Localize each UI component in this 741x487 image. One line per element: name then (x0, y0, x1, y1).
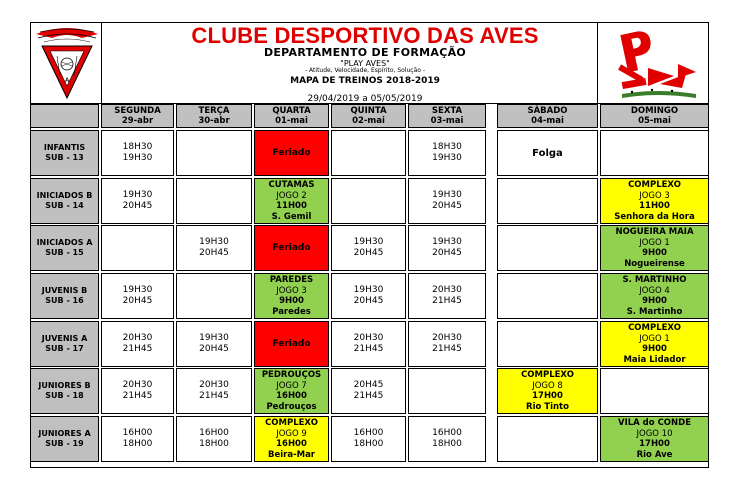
team-label (30, 321, 99, 367)
end-time: 18H00 (353, 439, 384, 449)
game-time: 11H00 (276, 201, 307, 211)
start-time: 18H30 (122, 142, 153, 152)
home-game-cell (497, 368, 598, 414)
team-level: SUB - 17 (45, 344, 84, 353)
end-time: 18H00 (199, 439, 229, 449)
training-cell (408, 321, 486, 367)
game-number: JOGO 4 (639, 285, 670, 296)
game-venue: CUTAMAS (268, 180, 315, 190)
game-time: 17H00 (639, 439, 670, 449)
team-name: JUNIORES B (38, 381, 91, 390)
start-time: 16H00 (199, 428, 229, 438)
team-level: SUB - 14 (45, 201, 84, 210)
start-time: 19H30 (199, 237, 229, 247)
empty-cell (176, 130, 252, 176)
start-time: 18H30 (432, 142, 462, 152)
day-name: SÁBADO (527, 106, 568, 116)
team-name: INICIADOS B (36, 191, 93, 200)
start-time: 16H00 (122, 428, 153, 438)
day-name: QUARTA (272, 106, 311, 116)
day-date: 04-mai (531, 116, 564, 126)
empty-cell (497, 225, 598, 271)
team-level: SUB - 18 (45, 391, 84, 400)
day-date: 03-mai (430, 116, 464, 126)
training-cell (101, 368, 174, 414)
start-time: 19H30 (353, 237, 384, 247)
game-opponent: Beira-Mar (268, 449, 315, 460)
game-opponent: Pedrouços (266, 401, 317, 412)
holiday-label: Feriado (272, 338, 311, 349)
day-header-5 (408, 104, 486, 128)
game-time: 9H00 (642, 296, 667, 306)
game-opponent: Senhora da Hora (614, 211, 695, 222)
map-title: MAPA DE TREINOS 2018-2019 (290, 76, 440, 86)
empty-cell (176, 178, 252, 224)
game-time: 9H00 (642, 248, 667, 258)
empty-cell (497, 321, 598, 367)
training-cell (408, 178, 486, 224)
start-time: 19H30 (122, 190, 153, 200)
holiday-label: Feriado (272, 242, 311, 253)
empty-cell (176, 273, 252, 319)
game-number: JOGO 2 (276, 190, 307, 201)
end-time: 21H45 (122, 344, 153, 354)
game-opponent: Maia Lidador (623, 354, 686, 365)
away-game-cell (254, 368, 329, 414)
home-game-cell (254, 416, 329, 462)
rest-label: Folga (532, 147, 563, 159)
day-date: 29-abr (121, 116, 154, 126)
empty-cell (600, 368, 709, 414)
away-game-cell (600, 273, 709, 319)
start-time: 20H30 (432, 285, 462, 295)
day-date: 01-mai (275, 116, 308, 126)
home-game-cell (600, 178, 709, 224)
game-number: JOGO 8 (532, 380, 563, 391)
game-time: 16H00 (276, 391, 307, 401)
holiday-cell (254, 130, 329, 176)
end-time: 20H45 (199, 344, 229, 354)
team-label (30, 273, 99, 319)
day-name: DOMINGO (630, 106, 679, 116)
start-time: 20H30 (432, 333, 462, 343)
training-cell (331, 225, 406, 271)
team-name: INICIADOS A (36, 238, 93, 247)
game-number: JOGO 7 (276, 380, 307, 391)
start-time: 19H30 (432, 190, 462, 200)
game-venue: PEDROUÇOS (261, 370, 322, 380)
training-cell (176, 321, 252, 367)
day-header-4 (331, 104, 406, 128)
training-cell (331, 321, 406, 367)
end-time: 21H45 (199, 391, 229, 401)
start-time: 20H45 (353, 380, 384, 390)
end-time: 19H30 (122, 153, 153, 163)
header-corner (30, 104, 99, 128)
training-cell (408, 225, 486, 271)
club-crest-logo (32, 24, 102, 104)
day-header-3 (254, 104, 329, 128)
empty-cell (497, 178, 598, 224)
team-level: SUB - 19 (45, 439, 84, 448)
end-time: 20H45 (432, 248, 462, 258)
date-range: 29/04/2019 a 05/05/2019 (307, 94, 423, 104)
end-time: 21H45 (122, 391, 153, 401)
game-venue: S. MARTINHO (622, 275, 687, 285)
team-level: SUB - 16 (45, 296, 84, 305)
game-number: JOGO 10 (636, 428, 673, 439)
team-name: JUVENIS B (41, 286, 88, 295)
training-cell (408, 416, 486, 462)
start-time: 19H30 (199, 333, 229, 343)
team-label (30, 130, 99, 176)
day-name: SEGUNDA (114, 106, 161, 116)
training-cell (101, 130, 174, 176)
end-time: 20H45 (353, 296, 384, 306)
game-time: 16H00 (276, 439, 307, 449)
empty-cell (497, 273, 598, 319)
empty-cell (331, 130, 406, 176)
day-name: TERÇA (198, 106, 230, 116)
game-number: JOGO 9 (276, 428, 307, 439)
holiday-cell (254, 321, 329, 367)
day-name: SEXTA (431, 106, 463, 116)
end-time: 20H45 (199, 248, 229, 258)
team-label (30, 225, 99, 271)
svg-text:A: A (65, 78, 70, 84)
away-game-cell (600, 416, 709, 462)
end-time: 20H45 (353, 248, 384, 258)
empty-cell (331, 178, 406, 224)
start-time: 20H30 (122, 333, 153, 343)
day-name: QUINTA (350, 106, 387, 116)
team-label (30, 416, 99, 462)
game-venue: VILA do CONDE (617, 418, 692, 428)
game-number: JOGO 1 (639, 333, 670, 344)
game-opponent: S. Gemil (271, 211, 312, 222)
day-date: 02-mai (352, 116, 385, 126)
department-title: DEPARTAMENTO DE FORMAÇÃO (263, 46, 467, 59)
day-header-6 (497, 104, 598, 128)
game-venue: PAREDES (269, 275, 314, 285)
day-date: 30-abr (198, 116, 230, 126)
game-opponent: Nogueirense (624, 258, 685, 269)
end-time: 18H00 (432, 439, 462, 449)
home-game-cell (600, 321, 709, 367)
end-time: 21H45 (432, 296, 462, 306)
start-time: 20H30 (122, 380, 153, 390)
program-name: "PLAY AVES" (340, 59, 390, 68)
club-title: CLUBE DESPORTIVO DAS AVES (191, 23, 539, 48)
end-time: 18H00 (122, 439, 153, 449)
end-time: 19H30 (432, 153, 462, 163)
training-cell (331, 273, 406, 319)
game-number: JOGO 3 (639, 190, 670, 201)
training-cell (331, 416, 406, 462)
game-venue: COMPLEXO (628, 323, 681, 333)
team-label (30, 178, 99, 224)
training-cell (101, 321, 174, 367)
game-time: 17H00 (532, 391, 563, 401)
empty-cell (600, 130, 709, 176)
holiday-cell (254, 225, 329, 271)
game-opponent: Rio Tinto (526, 401, 569, 412)
start-time: 20H30 (199, 380, 229, 390)
empty-cell (101, 225, 174, 271)
end-time: 20H45 (432, 201, 462, 211)
game-number: JOGO 3 (276, 285, 307, 296)
training-cell (101, 178, 174, 224)
team-label (30, 368, 99, 414)
end-time: 20H45 (122, 201, 153, 211)
team-name: JUVENIS A (41, 334, 88, 343)
game-venue: COMPLEXO (265, 418, 318, 428)
game-opponent: Rio Ave (636, 449, 673, 460)
team-name: JUNIORES A (38, 429, 91, 438)
training-cell (331, 368, 406, 414)
start-time: 19H30 (122, 285, 153, 295)
game-number: JOGO 1 (639, 237, 670, 248)
day-header-1 (101, 104, 174, 128)
start-time: 16H00 (353, 428, 384, 438)
training-cell (176, 416, 252, 462)
day-header-2 (176, 104, 252, 128)
program-tagline: - Atitude, Velocidade, Espírito, Solução - (304, 67, 426, 74)
game-time: 9H00 (642, 344, 667, 354)
end-time: 20H45 (122, 296, 153, 306)
end-time: 21H45 (353, 391, 384, 401)
away-game-cell (254, 273, 329, 319)
start-time: 16H00 (432, 428, 462, 438)
team-level: SUB - 15 (45, 248, 84, 257)
empty-cell (408, 368, 486, 414)
game-venue: NOGUEIRA MAIA (615, 227, 694, 237)
training-cell (408, 273, 486, 319)
training-cell (101, 416, 174, 462)
end-time: 21H45 (432, 344, 462, 354)
start-time: 20H30 (353, 333, 384, 343)
day-date: 05-mai (638, 116, 671, 126)
team-name: INFANTIS (43, 143, 86, 152)
day-header-7 (600, 104, 709, 128)
training-cell (408, 130, 486, 176)
start-time: 19H30 (432, 237, 462, 247)
start-time: 19H30 (353, 285, 384, 295)
team-level: SUB - 13 (45, 153, 84, 162)
away-game-cell (254, 178, 329, 224)
game-time: 9H00 (279, 296, 304, 306)
game-venue: COMPLEXO (628, 180, 681, 190)
rest-day-cell (497, 130, 598, 176)
training-cell (176, 225, 252, 271)
training-cell (176, 368, 252, 414)
away-game-cell (600, 225, 709, 271)
end-time: 21H45 (353, 344, 384, 354)
training-cell (101, 273, 174, 319)
holiday-label: Feriado (272, 147, 311, 158)
game-time: 11H00 (639, 201, 670, 211)
game-opponent: S. Martinho (626, 306, 683, 317)
game-opponent: Paredes (272, 306, 311, 317)
game-venue: COMPLEXO (521, 370, 574, 380)
empty-cell (497, 416, 598, 462)
